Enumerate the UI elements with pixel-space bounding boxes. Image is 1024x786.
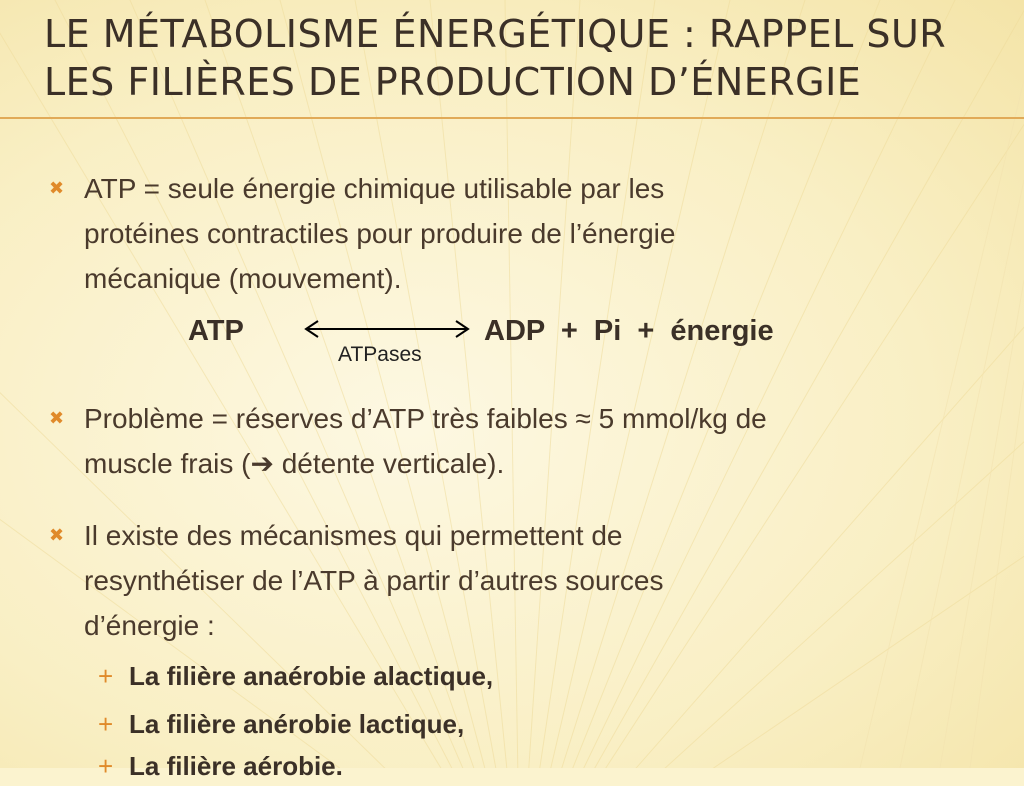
equation-right: ADP + Pi + énergie xyxy=(484,315,774,347)
bullet-3 xyxy=(84,513,663,648)
title-line-2: LES FILIÈRES DE PRODUCTION D’ÉNERGIE xyxy=(44,60,862,104)
bullet-3-line-3: d’énergie : xyxy=(84,610,215,641)
bullet-3-line-1: Il existe des mécanismes qui permettent de xyxy=(84,520,623,551)
bullet-2-line-2: muscle frais (➔ détente verticale). xyxy=(84,448,505,479)
equation-left: ATP xyxy=(188,315,244,347)
x-mark-bullet-icon: ✖ xyxy=(49,525,65,545)
bullet-1-line-2: protéines contractiles pour produire de l’énergie xyxy=(84,218,676,249)
x-mark-bullet-icon: ✖ xyxy=(49,178,65,198)
bullet-2-line-1: Problème = réserves d’ATP très faibles ≈ 5 mmol/kg de xyxy=(84,403,767,434)
bullet-1-line-1: ATP = seule énergie chimique utilisable par les xyxy=(84,173,665,204)
double-arrow-icon xyxy=(302,318,472,340)
sub-item-2: La filière anérobie lactique, xyxy=(129,709,465,739)
bullet-1-line-3: mécanique (mouvement). xyxy=(84,263,402,294)
x-mark-bullet-icon: ✖ xyxy=(49,408,65,428)
bullet-1 xyxy=(84,166,675,301)
plus-bullet-icon: + xyxy=(98,709,114,739)
title-line-1: LE MÉTABOLISME ÉNERGÉTIQUE : RAPPEL SUR xyxy=(44,12,947,56)
bullet-3-line-2: resynthétiser de l’ATP à partir d’autres sources xyxy=(84,565,664,596)
plus-bullet-icon: + xyxy=(98,751,114,781)
plus-bullet-icon: + xyxy=(98,661,114,691)
equation-enzyme: ATPases xyxy=(338,343,422,366)
sub-item-1: La filière anaérobie alactique, xyxy=(129,661,494,691)
sub-item-3: La filière aérobie. xyxy=(129,751,343,781)
bullet-2 xyxy=(84,396,767,486)
